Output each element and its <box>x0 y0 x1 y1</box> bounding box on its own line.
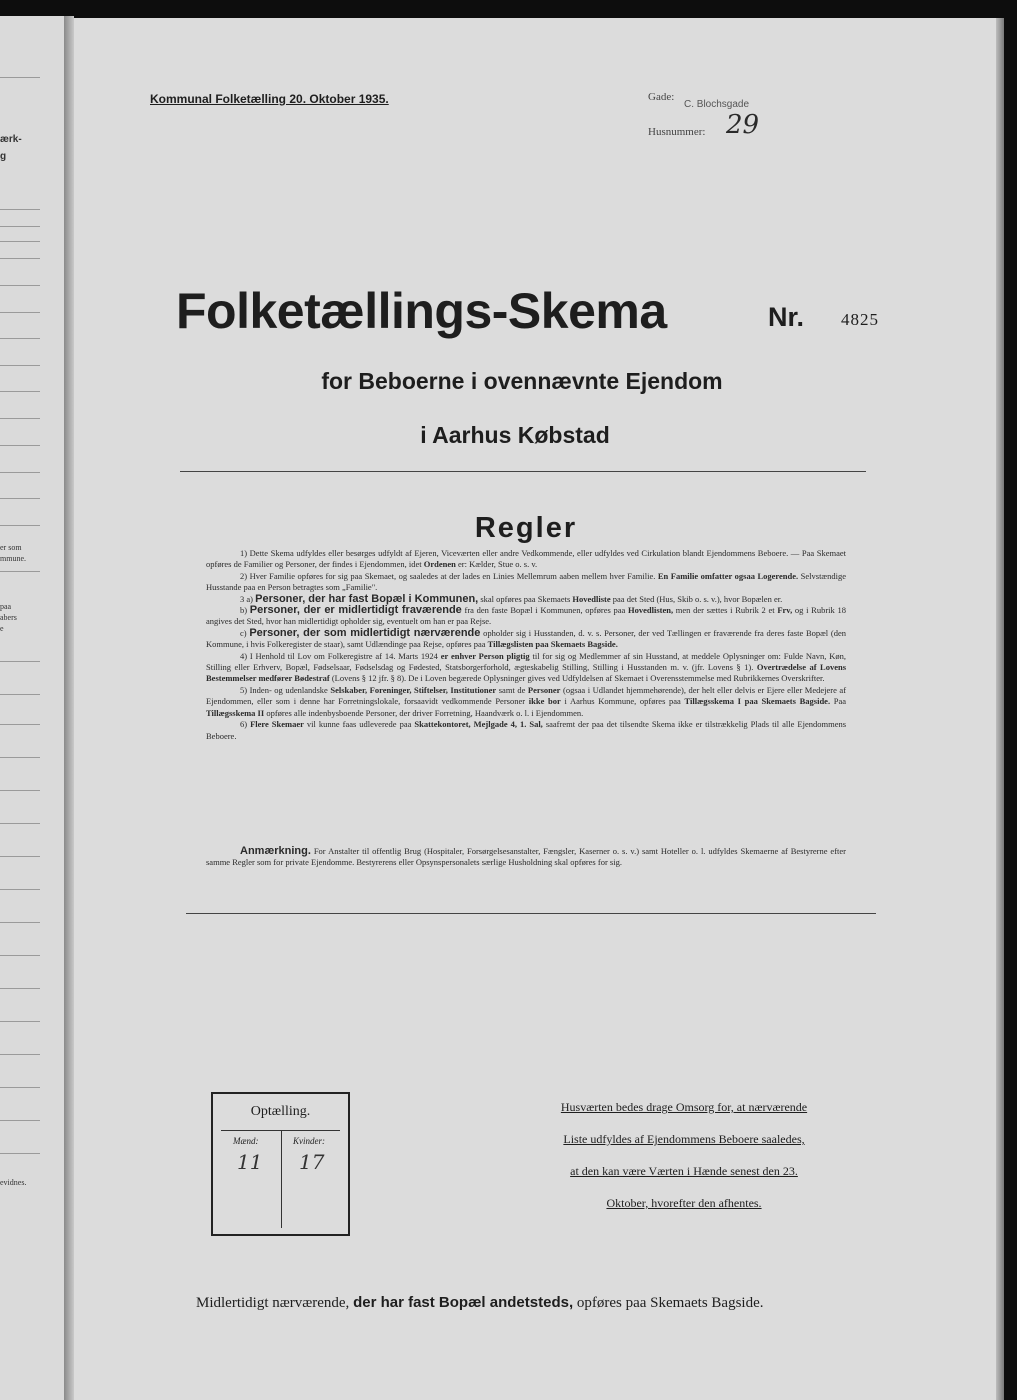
divider <box>180 471 866 472</box>
form-subtitle: for Beboerne i ovennævnte Ejendom <box>321 368 723 394</box>
men-label: Mænd: <box>233 1136 259 1146</box>
women-label: Kvinder: <box>293 1136 325 1146</box>
footer-note: Midlertidigt nærværende, der har fast Bopæl andetsteds, opføres paa Skemaets Bagside. <box>196 1294 764 1311</box>
count-box <box>211 1092 350 1236</box>
form-subtitle-city: i Aarhus Købstad <box>420 422 610 448</box>
form-number-value: 4825 <box>841 310 879 329</box>
rule-4: 4) I Henhold til Lov om Folkeregistre af 14. Marts 1924 er enhver Person pligtig til for sig og Medlemmer af sin Husstand, at meddele Oplysninger om: Fulde Navn, Køn, Stilling eller Erhverv, Bopæl, Fødselsaar, Fødselsdag og Fødested, Statsborgerforhold, ægteskabelig Stilling, Stilling i Husstanden m. v. (jfr. Lovens § 1). Overtrædelse af Lovens Bestemmelser medfører Bødestraf (Lovens § 12 jfr. § 8). De i Loven begærede Oplysninger gives ved Udfyldelsen af Skemaet i Overensstemmelse med Rubrikkernes Overskrifter. <box>206 650 847 684</box>
instruction-line: Oktober, hvorefter den afhentes. <box>606 1196 762 1210</box>
rule-3b: b) Personer, der er midlertidigt fraværende fra den faste Bopæl i Kommunen, opføres paa Hovedlisten, men der sættes i Rubrik 2 et Frv, og i Rubrik 18 angives det Sted, hvor han midlertidigt opholder sig, eventuelt om han er paa Rejse. <box>206 604 846 627</box>
left-page-fragment: mmune. <box>0 554 26 563</box>
rule-2: 2) Hver Familie opføres for sig paa Skemaet, og saaledes at der lades en Linies Mellemrum aaben mellem hver Familie. En Familie omfatter ogsaa Logerende. Selvstændige Husstande paa en Person betragtes som „Familie". <box>206 570 846 593</box>
rule-6: 6) Flere Skemaer vil kunne faas udleverede paa Skattekontoret, Mejlgade 4, 1. Sal, saafremt der paa det tilsendte Skema ikke er tilstrækkelig Plads til alle Ejendommens Beboere. <box>206 719 847 741</box>
left-facing-page <box>0 16 64 1400</box>
house-number-value: 29 <box>726 110 760 140</box>
form-number-label: Nr. <box>768 302 805 332</box>
landlord-instructions <box>514 1097 854 1225</box>
book-gutter <box>64 16 74 1400</box>
rule-5: 5) Inden- og udenlandske Selskaber, Foreninger, Stiftelser, Institutioner samt de Personer (ogsaa i Udlandet hjemmehørende), der helt eller delvis er Ejere eller Medejere af Ejendommen, eller som i denne har Forretningslokale, forsaavidt vedkommende Personer ikke bor i Aarhus Kommune, opføres paa Tillægsskema I paa Skemaets Bagside. Paa Tillægsskema II opføres alle indenbysboende Personer, der driver Forretning, Haandværk o. l. i Ejendommen. <box>206 684 847 718</box>
street-label: Gade: <box>648 91 675 103</box>
divider <box>186 913 876 914</box>
remark-text <box>206 846 846 869</box>
instruction-line: Liste udfyldes af Ejendommens Beboere saaledes, <box>563 1132 805 1146</box>
rules-heading: Regler <box>474 512 578 544</box>
rules-text <box>206 548 846 742</box>
left-page-fragment: e <box>0 624 4 633</box>
left-page-fragment: g <box>0 151 7 162</box>
page-edge <box>996 18 1004 1400</box>
form-title: Folketællings-Skema <box>176 283 667 339</box>
left-page-rule <box>0 77 40 78</box>
instruction-line: at den kan være Værten i Hænde senest den 23. <box>570 1164 798 1178</box>
left-page-fragment: paa <box>0 602 12 611</box>
rule-3a: 3 a) Personer, der har fast Bopæl i Kommunen, skal opføres paa Skemaets Hovedliste paa det Sted (Hus, Skib o. s. v.), hvor Bopælen er. <box>240 592 783 605</box>
rule-3c: c) Personer, der som midlertidigt nærværende opholder sig i Husstanden, d. v. s. Personer, der ved Tællingen er fraværende fra deres faste Bopæl (den Kommune, i hvis Folkeregister de staar), samt Udlændinge paa Rejse, opføres paa Tillægslisten paa Skemaets Bagside. <box>206 626 847 650</box>
count-title: Optælling. <box>250 1104 311 1119</box>
rule-1: 1) Dette Skema udfyldes eller besørges udfyldt af Ejeren, Viceværten eller andre Vedkommende, eller udfyldes ved Cirkulation blandt Ejendommens Beboere. — Paa Skemaet opføres de Familier og Personer, der findes i Ejendommen, idet Ordenen er: Kælder, Stue o. s. v. <box>206 548 846 570</box>
remark-body: For Anstalter til offentlig Brug (Hospitaler, Forsørgelsesanstalter, Fængsler, Kaserner o. s. v.) samt Hoteller o. l. udfyldes Skemaerne af Bestyrerne efter samme Regler som for private Ejendomme. Bestyrerens eller Opsynspersonalets særlige Husholdning skal opføres for sig. <box>206 846 846 868</box>
left-page-fragment: er som <box>0 543 22 552</box>
left-page-fragment: evidnes. <box>0 1178 27 1187</box>
left-page-fragment: abers <box>0 613 17 622</box>
left-page-fragment: ærk- <box>0 134 22 145</box>
instruction-line: Husværten bedes drage Omsorg for, at nærværende <box>560 1100 808 1114</box>
street-value: C. Blochsgade <box>684 99 750 110</box>
remark-lead: Anmærkning. <box>240 845 311 857</box>
men-count: 11 <box>237 1150 263 1174</box>
house-number-label: Husnummer: <box>648 126 706 138</box>
women-count: 17 <box>299 1150 325 1174</box>
census-header: Kommunal Folketælling 20. Oktober 1935. <box>150 92 389 106</box>
